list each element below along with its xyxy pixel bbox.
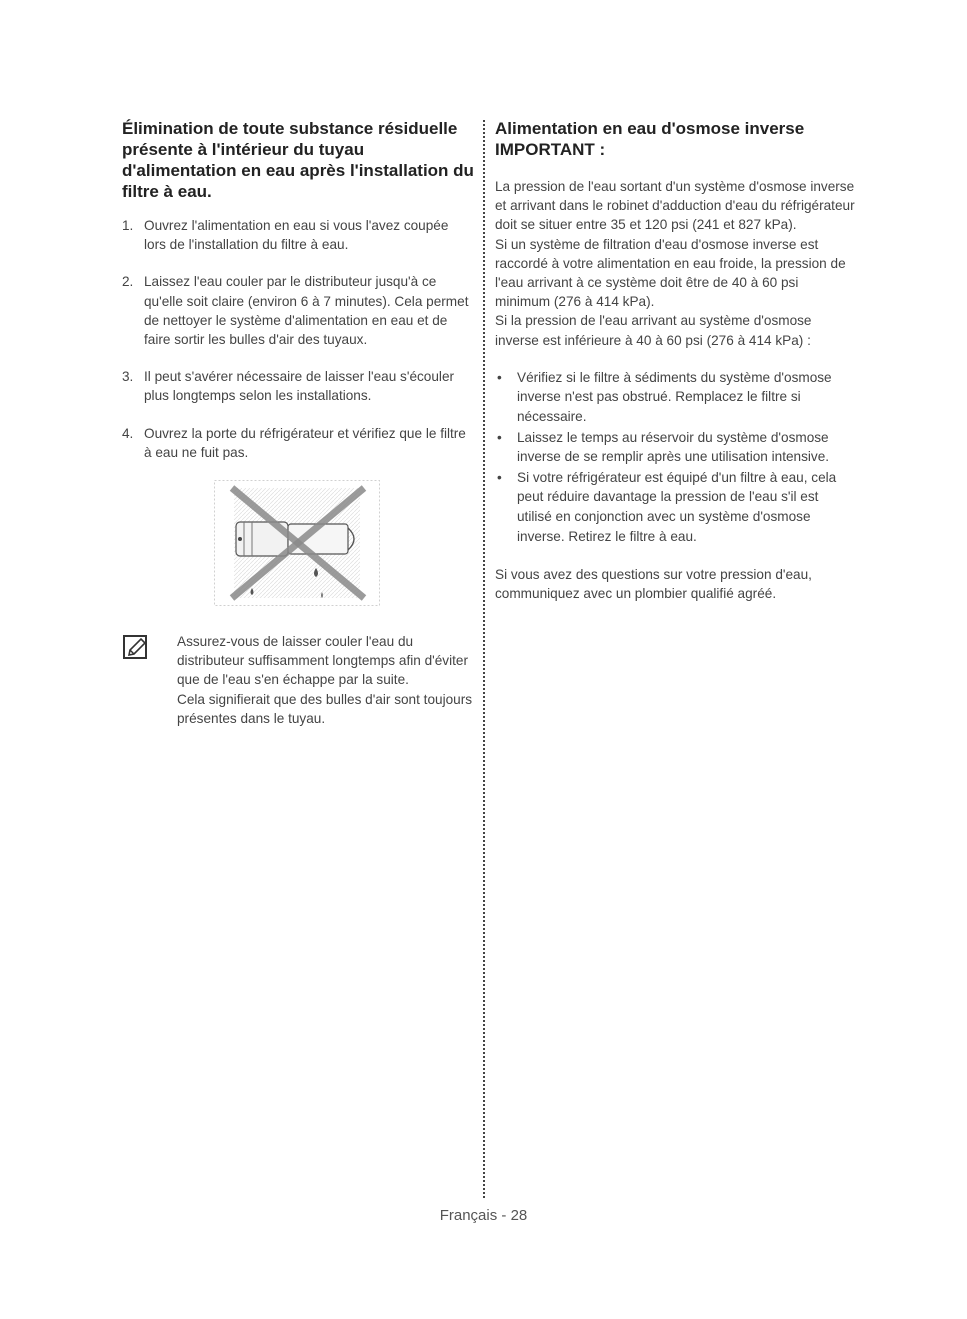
paragraph: Si un système de filtration d'eau d'osmose inverse est raccordé à votre alimentation en eau froide, la pression de l'eau arrivant à ce système doit être de 40 à 60 psi minimum (276 à 414 kPa). <box>495 236 846 310</box>
left-column <box>122 118 474 728</box>
section-heading-right: Alimentation en eau d'osmose inverse <box>495 119 805 138</box>
bullet-text: Laissez le temps au réservoir du système d'osmose inverse de se remplir après une utilisation intensive. <box>517 429 830 465</box>
paragraph: La pression de l'eau sortant d'un système d'osmose inverse et arrivant dans le robinet d'adduction d'eau du réfrigérateur doit se situer entre 35 et 120 psi (241 et 827 kPa). <box>495 179 855 233</box>
section-heading-left: Élimination de toute substance résiduelle présente à l'intérieur du tuyau d'alimentation en eau après l'installation du filtre à eau. <box>122 119 474 201</box>
bullet-icon: • <box>497 369 502 385</box>
step-text: Ouvrez la porte du réfrigérateur et vérifiez que le filtre à eau ne fuit pas. <box>144 425 466 460</box>
bullet-icon: • <box>497 469 502 485</box>
bullet-list <box>495 368 855 546</box>
step-number: 2. <box>122 274 134 290</box>
bullet-item <box>495 428 855 467</box>
note-text-2: Cela signifierait que des bulles d'air sont toujours présentes dans le tuyau. <box>177 691 473 726</box>
step-number: 1. <box>122 218 134 233</box>
filter-leak-illustration <box>214 480 380 606</box>
step-item <box>122 272 474 349</box>
bullet-item <box>495 368 855 427</box>
bullet-text: Si votre réfrigérateur est équipé d'un filtre à eau, cela peut réduire davantage la pression de l'eau s'il est utilisé en conjonction avec un système d'osmose inverse. Retirez le filtre à eau. <box>517 469 837 544</box>
bullet-icon: • <box>497 429 502 445</box>
step-item <box>122 367 474 405</box>
steps-list <box>122 216 474 462</box>
step-number: 3. <box>122 369 134 385</box>
closing-paragraph: Si vous avez des questions sur votre pression d'eau, communiquez avec un plombier qualifié agréé. <box>495 567 812 602</box>
important-label: IMPORTANT : <box>495 140 606 159</box>
step-item <box>122 216 474 254</box>
note-box <box>122 632 474 728</box>
step-text: Laissez l'eau couler par le distributeur jusqu'à ce qu'elle soit claire (environ 6 à 7 minutes). Cela permet de nettoyer le système d'alimentation en eau et de faire sortir les bulles d'air des tuyaux. <box>144 274 469 348</box>
step-text: Ouvrez l'alimentation en eau si vous l'avez coupée lors de l'installation du filtre à eau. <box>144 218 449 253</box>
bullet-text: Vérifiez si le filtre à sédiments du système d'osmose inverse n'est pas obstrué. Remplacez le filtre si nécessaire. <box>517 369 832 425</box>
paragraph: Si la pression de l'eau arrivant au système d'osmose inverse est inférieure à 40 à 60 psi (276 à 414 kPa) : <box>495 313 812 348</box>
note-pencil-icon <box>122 634 150 662</box>
note-text: Assurez-vous de laisser couler l'eau du distributeur suffisamment longtemps afin d'éviter que de l'eau s'en échappe par la suite. <box>177 634 468 688</box>
step-number: 4. <box>122 425 134 441</box>
column-divider <box>483 120 485 1198</box>
right-column <box>495 118 855 604</box>
bullet-item <box>495 468 855 546</box>
crossed-filter-image <box>214 480 380 606</box>
page-footer: Français - 28 <box>439 1207 528 1224</box>
step-text: Il peut s'avérer nécessaire de laisser l'eau s'écouler plus longtemps selon les installations. <box>144 369 455 404</box>
step-item <box>122 424 474 462</box>
